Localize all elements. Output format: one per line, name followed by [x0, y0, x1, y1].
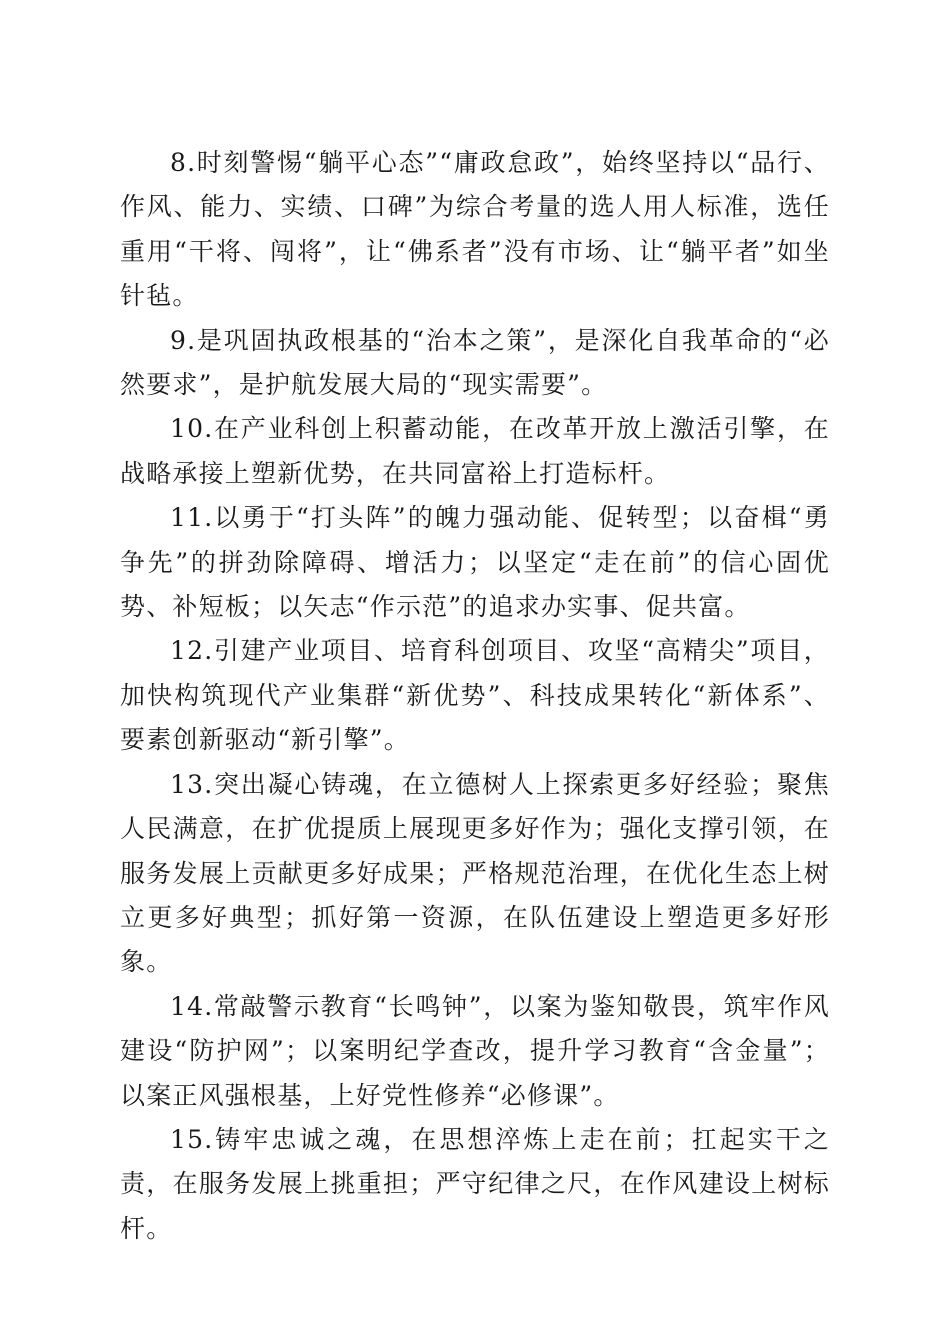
paragraph-15: 15.铸牢忠诚之魂，在思想淬炼上走在前；扛起实干之责，在服务发展上挑重担；严守纪律之尺，在作风建设上树标杆。 [120, 1124, 830, 1243]
paragraph-11: 11.以勇于“打头阵”的魄力强动能、促转型；以奋楫“勇争先”的拼劲除障碍、增活力；以坚定“走在前”的信心固优势、补短板；以矢志“作示范”的追求办实事、促共富。 [120, 503, 830, 622]
paragraph-8: 8.时刻警惕“躺平心态”“庸政怠政”，始终坚持以“品行、作风、能力、实绩、口碑”为综合考量的选人用人标准，选任重用“干将、闯将”，让“佛系者”没有市场、让“躺平者”如坐针毡。 [120, 148, 830, 311]
paragraph-9: 9.是巩固执政根基的“治本之策”，是深化自我革命的“必然要求”，是护航发展大局的“现实需要”。 [120, 325, 830, 400]
paragraph-12: 12.引建产业项目、培育科创项目、攻坚“高精尖”项目，加快构筑现代产业集群“新优势”、科技成果转化“新体系”、要素创新驱动“新引擎”。 [120, 636, 830, 755]
paragraph-13: 13.突出凝心铸魂，在立德树人上探索更多好经验；聚焦人民满意，在扩优提质上展现更多好作为；强化支撑引领，在服务发展上贡献更多好成果；严格规范治理，在优化生态上树立更多好典型；抓好第一资源，在队伍建设上塑造更多好形象。 [120, 769, 830, 977]
paragraph-10: 10.在产业科创上积蓄动能，在改革开放上激活引擎，在战略承接上塑新优势，在共同富裕上打造标杆。 [120, 414, 830, 488]
paragraph-14: 14.常敲警示教育“长鸣钟”，以案为鉴知敬畏，筑牢作风建设“防护网”；以案明纪学查改，提升学习教育“含金量”；以案正风强根基，上好党性修养“必修课”。 [120, 991, 830, 1110]
document-body [120, 141, 830, 1251]
